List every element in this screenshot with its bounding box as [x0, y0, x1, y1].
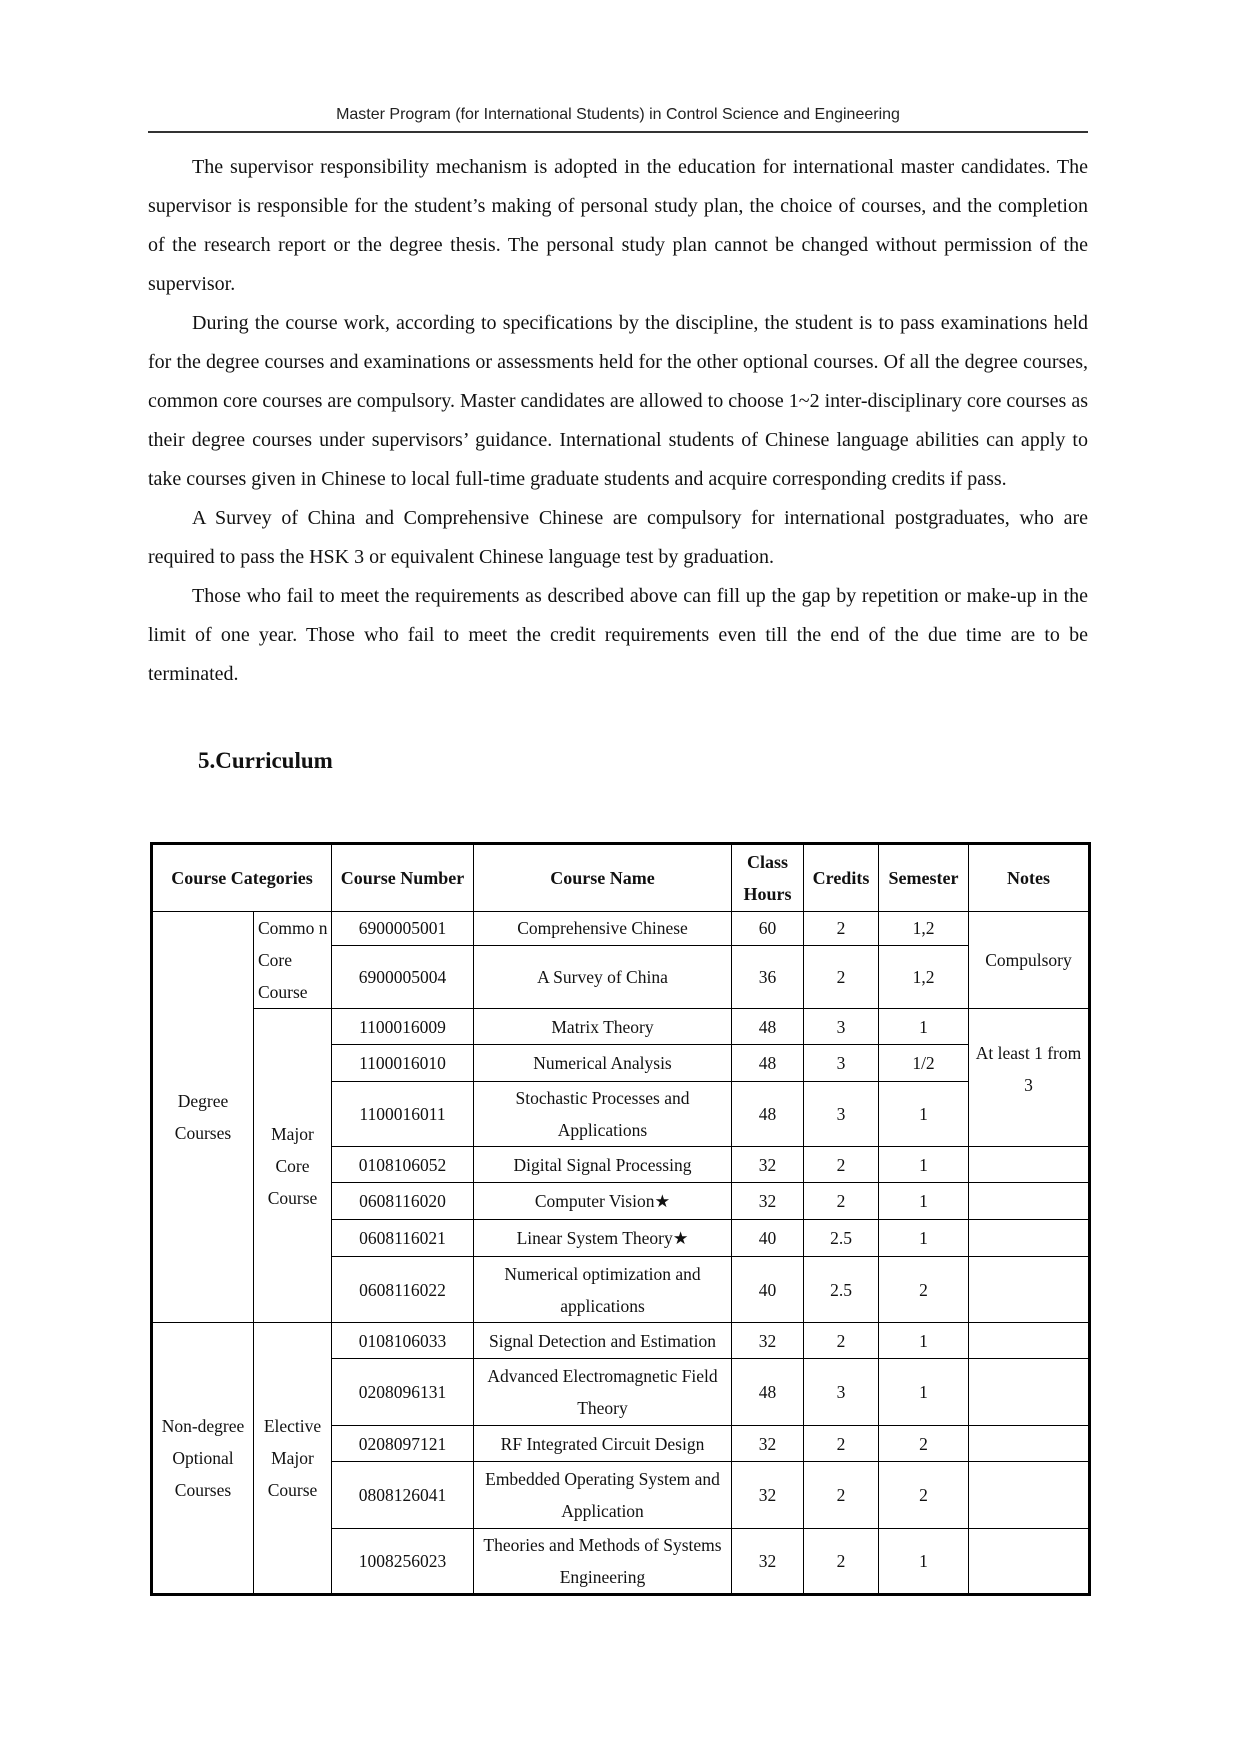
cell-course-number: 1100016010	[332, 1045, 474, 1082]
cell-credits: 2	[804, 1183, 879, 1220]
cell-credits: 3	[804, 1045, 879, 1082]
cell-course-name: RF Integrated Circuit Design	[474, 1426, 732, 1462]
header-course-name: Course Name	[474, 844, 732, 912]
table-row	[152, 1323, 1090, 1359]
cell-course-name: Signal Detection and Estimation	[474, 1323, 732, 1359]
cell-course-number: 6900005004	[332, 945, 474, 1008]
cell-course-number: 1100016011	[332, 1082, 474, 1147]
cell-course-number: 0608116022	[332, 1257, 474, 1323]
table-header-row	[152, 844, 1090, 912]
cell-course-number: 0608116020	[332, 1183, 474, 1220]
cell-credits: 3	[804, 1082, 879, 1147]
note-compulsory: Compulsory	[969, 912, 1090, 1009]
cell-course-number: 1008256023	[332, 1529, 474, 1595]
paragraph-failure: Those who fail to meet the requirements as described above can fill up the gap by repetition or make-up in the limit of one year. Those who fail to meet the credit requirements even till the end of the due time are to be terminated.	[148, 585, 1088, 685]
header-class-hours: Class Hours	[732, 844, 804, 912]
header-course-number: Course Number	[332, 844, 474, 912]
cell-course-name: Advanced Electromagnetic Field Theory	[474, 1359, 732, 1426]
cell-course-number: 0808126041	[332, 1462, 474, 1529]
cell-semester: 1	[879, 1220, 969, 1257]
cell-credits: 3	[804, 1359, 879, 1426]
cell-semester: 1,2	[879, 912, 969, 946]
cell-class-hours: 48	[732, 1082, 804, 1147]
cell-course-number: 0108106033	[332, 1323, 474, 1359]
paragraph-supervisor: The supervisor responsibility mechanism is adopted in the education for international master candidates. The supervisor is responsible for the student’s making of personal study plan, the choice of courses, and the completion of the research report or the degree thesis. The personal study plan cannot be changed without permission of the supervisor.	[148, 156, 1088, 295]
cell-credits: 2	[804, 912, 879, 946]
cell-semester: 1/2	[879, 1045, 969, 1082]
cell-class-hours: 60	[732, 912, 804, 946]
cell-semester: 2	[879, 1462, 969, 1529]
cell-course-name: Numerical Analysis	[474, 1045, 732, 1082]
subgroup-major-core: Major Core Course	[254, 1009, 332, 1323]
header-rule	[148, 131, 1088, 133]
section-heading: 5.Curriculum	[198, 748, 333, 773]
subgroup-common-core: Commo n Core Course	[254, 912, 332, 1009]
cell-class-hours: 40	[732, 1220, 804, 1257]
cell-course-name: Matrix Theory	[474, 1009, 732, 1045]
cell-semester: 1	[879, 1183, 969, 1220]
cell-credits: 2	[804, 1147, 879, 1183]
cell-notes	[969, 1323, 1090, 1359]
cell-notes	[969, 1147, 1090, 1183]
group-non-degree-courses: Non-degree Optional Courses	[152, 1323, 254, 1595]
cell-course-number: 0208096131	[332, 1359, 474, 1426]
cell-credits: 2.5	[804, 1220, 879, 1257]
cell-class-hours: 36	[732, 945, 804, 1008]
cell-credits: 2	[804, 1323, 879, 1359]
paragraph-compulsory-chinese: A Survey of China and Comprehensive Chinese are compulsory for international postgraduates, who are required to pass the HSK 3 or equivalent Chinese language test by graduation.	[148, 507, 1088, 568]
cell-class-hours: 32	[732, 1323, 804, 1359]
cell-notes	[969, 1220, 1090, 1257]
cell-class-hours: 48	[732, 1359, 804, 1426]
cell-class-hours: 48	[732, 1009, 804, 1045]
cell-class-hours: 32	[732, 1426, 804, 1462]
cell-class-hours: 40	[732, 1257, 804, 1323]
cell-course-name: Comprehensive Chinese	[474, 912, 732, 946]
header-semester: Semester	[879, 844, 969, 912]
header-course-categories: Course Categories	[152, 844, 332, 912]
table-row	[152, 1009, 1090, 1045]
cell-semester: 1,2	[879, 945, 969, 1008]
cell-class-hours: 48	[732, 1045, 804, 1082]
cell-semester: 1	[879, 1359, 969, 1426]
cell-credits: 2	[804, 1529, 879, 1595]
cell-notes	[969, 1462, 1090, 1529]
paragraph-course-work: During the course work, according to specifications by the discipline, the student is to pass examinations held for the degree courses and examinations or assessments held for the other optional courses. Of all the degree courses, common core courses are compulsory. Master candidates are allowed to choose 1~2 inter-disciplinary core courses as their degree courses under supervisors’ guidance. International students of Chinese language abilities can apply to take courses given in Chinese to local full-time graduate students and acquire corresponding credits if pass.	[148, 312, 1088, 490]
cell-course-name: Linear System Theory★	[474, 1220, 732, 1257]
cell-semester: 2	[879, 1257, 969, 1323]
cell-notes	[969, 1426, 1090, 1462]
cell-credits: 2.5	[804, 1257, 879, 1323]
cell-course-name: A Survey of China	[474, 945, 732, 1008]
subgroup-elective-major: Elective Major Course	[254, 1323, 332, 1595]
cell-semester: 2	[879, 1426, 969, 1462]
cell-course-number: 0608116021	[332, 1220, 474, 1257]
cell-course-name: Embedded Operating System and Application	[474, 1462, 732, 1529]
cell-class-hours: 32	[732, 1147, 804, 1183]
cell-class-hours: 32	[732, 1529, 804, 1595]
cell-notes	[969, 1183, 1090, 1220]
cell-class-hours: 32	[732, 1462, 804, 1529]
cell-semester: 1	[879, 1529, 969, 1595]
cell-semester: 1	[879, 1323, 969, 1359]
cell-course-name: Theories and Methods of Systems Engineering	[474, 1529, 732, 1595]
cell-semester: 1	[879, 1009, 969, 1045]
cell-course-name: Digital Signal Processing	[474, 1147, 732, 1183]
cell-credits: 3	[804, 1009, 879, 1045]
table-row	[152, 912, 1090, 946]
body-text	[148, 148, 1088, 694]
cell-course-number: 1100016009	[332, 1009, 474, 1045]
running-header: Master Program (for International Students) in Control Science and Engineering	[336, 106, 900, 123]
header-notes: Notes	[969, 844, 1090, 912]
cell-semester: 1	[879, 1147, 969, 1183]
cell-credits: 2	[804, 1462, 879, 1529]
note-at-least-one: At least 1 from 3	[969, 1009, 1090, 1147]
cell-credits: 2	[804, 1426, 879, 1462]
cell-notes	[969, 1359, 1090, 1426]
cell-course-number: 6900005001	[332, 912, 474, 946]
cell-course-number: 0108106052	[332, 1147, 474, 1183]
cell-course-name: Numerical optimization and applications	[474, 1257, 732, 1323]
cell-course-number: 0208097121	[332, 1426, 474, 1462]
header-credits: Credits	[804, 844, 879, 912]
group-degree-courses: Degree Courses	[152, 912, 254, 1323]
cell-semester: 1	[879, 1082, 969, 1147]
cell-class-hours: 32	[732, 1183, 804, 1220]
cell-notes	[969, 1529, 1090, 1595]
cell-course-name: Computer Vision★	[474, 1183, 732, 1220]
cell-course-name: Stochastic Processes and Applications	[474, 1082, 732, 1147]
cell-notes	[969, 1257, 1090, 1323]
cell-credits: 2	[804, 945, 879, 1008]
curriculum-table	[150, 842, 1091, 1596]
